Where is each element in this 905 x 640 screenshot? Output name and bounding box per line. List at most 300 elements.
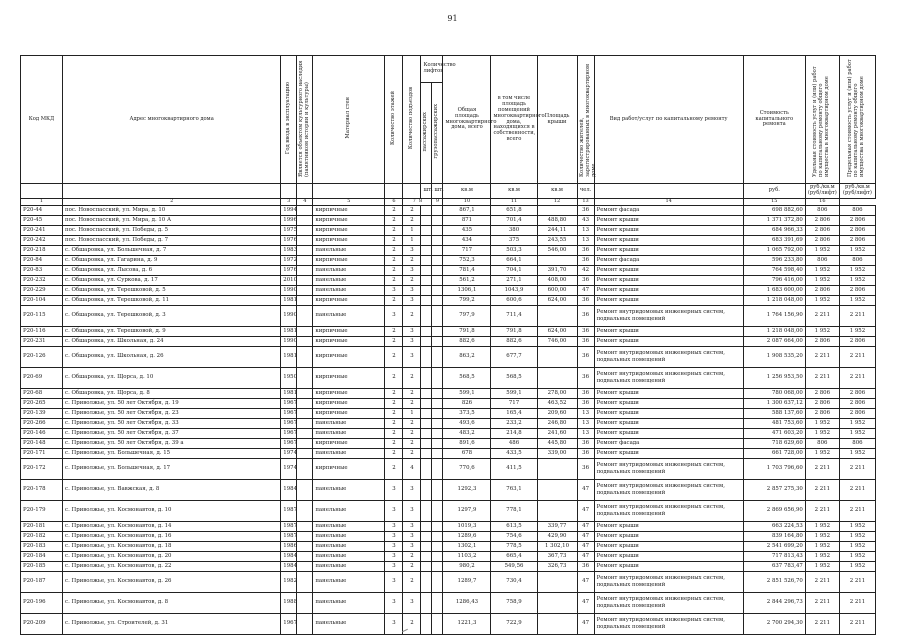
cell-code: P20-171 (21, 449, 63, 459)
header-lifts-cargo: грузопассажирских (432, 83, 443, 184)
cell-cost: 684 966,33 (743, 226, 805, 236)
cell-address: с. Приволжье, ул. 50 лет Октября, д. 39 а (63, 439, 281, 449)
cell-max: 1 952 (839, 266, 875, 276)
cell-res: 36 (577, 327, 594, 337)
cell-entr: 2 (403, 389, 421, 399)
cell-empty (421, 327, 432, 337)
cell-code: P20-231 (21, 337, 63, 347)
column-number: 3 (281, 199, 297, 206)
unit-cell (385, 184, 403, 199)
cell-code: P20-187 (21, 572, 63, 593)
cell-empty (421, 246, 432, 256)
cell-year: 1967 (281, 419, 297, 429)
cell-owned: 214,8 (491, 429, 537, 439)
cell-floors: 2 (385, 246, 403, 256)
cell-roof (537, 368, 577, 389)
cell-unit: 2 211 (805, 480, 839, 501)
cell-empty (432, 419, 443, 429)
cell-year: 1967 (281, 429, 297, 439)
cell-entr: 2 (403, 552, 421, 562)
cell-work: Ремонт крыши (594, 226, 743, 236)
cell-code: P20-185 (21, 562, 63, 572)
cell-roof: 246,80 (537, 419, 577, 429)
cell-wall: панельные (313, 614, 385, 635)
cell-year: 1984 (281, 552, 297, 562)
cell-total: 799,2 (443, 296, 491, 306)
cell-unit: 2 806 (805, 409, 839, 419)
cell-floors: 3 (385, 501, 403, 522)
table-row (21, 296, 876, 306)
cell-floors: 2 (385, 216, 403, 226)
cell-empty (421, 552, 432, 562)
cell-floors: 2 (385, 266, 403, 276)
cell-code: P20-229 (21, 286, 63, 296)
cell-address: с. Приволжье, ул. Космонавтов, д. 26 (63, 572, 281, 593)
cell-max: 1 952 (839, 532, 875, 542)
table-row (21, 399, 876, 409)
cell-floors: 2 (385, 368, 403, 389)
cell-res: 36 (577, 439, 594, 449)
cell-year: 1976 (281, 236, 297, 246)
cell-max: 2 806 (839, 399, 875, 409)
cell-work: Ремонт крыши (594, 562, 743, 572)
cell-max: 2 806 (839, 389, 875, 399)
cell-address: с. Приволжье, ул. Космонавтов, д. 10 (63, 501, 281, 522)
cell-empty (432, 337, 443, 347)
cell-total: 891,6 (443, 439, 491, 449)
cell-address: с. Обшаровка, ул. Терешковой, д. 5 (63, 286, 281, 296)
unit-cell (313, 184, 385, 199)
cell-unit: 2 806 (805, 389, 839, 399)
column-number: 1 (21, 199, 63, 206)
unit-lifts-cargo: шт. (432, 184, 443, 199)
cell-empty (432, 593, 443, 614)
header-owned-area: в том числе площадь помещений многоквартирного дома, находящихся в собственности, всего (491, 56, 537, 184)
cell-total: 1306,1 (443, 286, 491, 296)
cell-code: P20-84 (21, 256, 63, 266)
cell-roof: 1 302,10 (537, 542, 577, 552)
cell-empty (297, 368, 313, 389)
cell-address: пос. Новоспасский, ул. Победы, д. 5 (63, 226, 281, 236)
cell-address: с. Приволжье, ул. 50 лет Октября, д. 23 (63, 409, 281, 419)
column-number: 9 (432, 199, 443, 206)
cell-entr: 3 (403, 480, 421, 501)
cell-unit: 1 952 (805, 327, 839, 337)
page-number: 91 (447, 14, 458, 23)
cell-max: 1 952 (839, 276, 875, 286)
cell-wall: панельные (313, 276, 385, 286)
cell-work: Ремонт крыши (594, 246, 743, 256)
cell-roof (537, 614, 577, 635)
cell-roof (537, 306, 577, 327)
cell-res: 13 (577, 226, 594, 236)
cell-empty (421, 236, 432, 246)
header-wall: Материал стен (313, 56, 385, 184)
cell-floors: 3 (385, 562, 403, 572)
cell-entr: 3 (403, 501, 421, 522)
cell-unit: 2 806 (805, 216, 839, 226)
cell-total: 373,5 (443, 409, 491, 419)
cell-entr: 3 (403, 296, 421, 306)
cell-res: 36 (577, 459, 594, 480)
cell-floors: 3 (385, 572, 403, 593)
cell-address: с. Приволжье, ул. Космонавтов, д. 20 (63, 552, 281, 562)
column-number: 14 (594, 199, 743, 206)
cell-address: с. Обшаровка, ул. Терешковой, д. 9 (63, 327, 281, 337)
cell-address: с. Приволжье, ул. Вавжская, д. 8 (63, 480, 281, 501)
cell-code: P20-241 (21, 226, 63, 236)
cell-work: Ремонт крыши (594, 266, 743, 276)
cell-empty (432, 532, 443, 542)
cell-work: Ремонт внутридомовых инженерных систем, подвальных помещений (594, 593, 743, 614)
cell-code: P20-83 (21, 266, 63, 276)
cell-res: 36 (577, 296, 594, 306)
cell-unit: 2 211 (805, 459, 839, 480)
cell-empty (297, 562, 313, 572)
cell-owned: 704,1 (491, 266, 537, 276)
cell-total: 483,2 (443, 429, 491, 439)
cell-owned: 730,4 (491, 572, 537, 593)
cell-floors: 3 (385, 542, 403, 552)
cell-code: P20-182 (21, 532, 63, 542)
cell-total: 791,8 (443, 327, 491, 337)
cell-floors: 2 (385, 409, 403, 419)
cell-owned: 486 (491, 439, 537, 449)
cell-floors: 3 (385, 532, 403, 542)
cell-total: 1286,43 (443, 593, 491, 614)
cell-owned: 271,1 (491, 276, 537, 286)
cell-entr: 2 (403, 216, 421, 226)
cell-total: 561,2 (443, 276, 491, 286)
cell-unit: 1 952 (805, 276, 839, 286)
cell-wall: кирпичные (313, 216, 385, 226)
cell-total: 435 (443, 226, 491, 236)
table-row (21, 226, 876, 236)
cell-owned: 722,9 (491, 614, 537, 635)
cell-roof (537, 593, 577, 614)
cell-code: P20-232 (21, 276, 63, 286)
cell-floors: 2 (385, 296, 403, 306)
table-row (21, 614, 876, 635)
column-number: 15 (743, 199, 805, 206)
cell-wall: панельные (313, 562, 385, 572)
cell-empty (297, 256, 313, 266)
cell-roof: 488,80 (537, 216, 577, 226)
table-row (21, 593, 876, 614)
cell-max: 1 952 (839, 296, 875, 306)
cell-empty (297, 593, 313, 614)
cell-max: 1 952 (839, 419, 875, 429)
cell-year: 1984 (281, 480, 297, 501)
cell-code: P20-179 (21, 501, 63, 522)
cell-entr: 2 (403, 399, 421, 409)
cell-entr: 2 (403, 256, 421, 266)
cell-empty (432, 439, 443, 449)
cell-work: Ремонт крыши (594, 409, 743, 419)
table-row (21, 286, 876, 296)
cell-owned: 758,9 (491, 593, 537, 614)
cell-empty (421, 389, 432, 399)
cell-empty (432, 306, 443, 327)
cell-res: 47 (577, 522, 594, 532)
cell-empty (432, 286, 443, 296)
cell-work: Ремонт крыши (594, 389, 743, 399)
cell-work: Ремонт внутридомовых инженерных систем, подвальных помещений (594, 459, 743, 480)
cell-unit: 1 952 (805, 246, 839, 256)
cell-res: 13 (577, 409, 594, 419)
cell-empty (297, 296, 313, 306)
cell-total: 752,3 (443, 256, 491, 266)
header-residents: Количество жителей, зарегистрированных в многоквартирном доме (577, 56, 594, 184)
column-number: 12 (537, 199, 577, 206)
cell-wall: кирпичные (313, 459, 385, 480)
cell-max: 2 211 (839, 459, 875, 480)
cell-cost: 2 851 526,70 (743, 572, 805, 593)
cell-total: 1297,9 (443, 501, 491, 522)
cell-res: 13 (577, 429, 594, 439)
cell-cost: 471 603,20 (743, 429, 805, 439)
cell-work: Ремонт крыши (594, 522, 743, 532)
cell-floors: 3 (385, 614, 403, 635)
cell-empty (421, 256, 432, 266)
cell-entr: 2 (403, 562, 421, 572)
cell-code: P20-44 (21, 206, 63, 216)
cell-res: 42 (577, 266, 594, 276)
table-row (21, 501, 876, 522)
cell-code: P20-69 (21, 368, 63, 389)
cell-empty (297, 226, 313, 236)
cell-code: P20-116 (21, 327, 63, 337)
cell-wall: панельные (313, 532, 385, 542)
cell-roof (537, 572, 577, 593)
cell-wall: кирпичные (313, 296, 385, 306)
cell-res: 36 (577, 276, 594, 286)
cell-empty (297, 399, 313, 409)
cell-cost: 1 908 535,20 (743, 347, 805, 368)
cell-cost: 717 813,43 (743, 552, 805, 562)
cell-max: 1 952 (839, 542, 875, 552)
cell-wall: кирпичные (313, 256, 385, 266)
cell-owned: 375 (491, 236, 537, 246)
cell-empty (432, 522, 443, 532)
cell-empty (297, 459, 313, 480)
cell-total: 1289,7 (443, 572, 491, 593)
cell-empty (297, 480, 313, 501)
cell-empty (421, 216, 432, 226)
cell-wall: панельные (313, 480, 385, 501)
unit-cell (63, 184, 281, 199)
cell-total: 867,1 (443, 206, 491, 216)
cell-res: 36 (577, 368, 594, 389)
cell-empty (297, 236, 313, 246)
cell-empty (432, 552, 443, 562)
cell-wall: панельные (313, 429, 385, 439)
cell-entr: 2 (403, 429, 421, 439)
table-row (21, 459, 876, 480)
cell-year: 1983 (281, 246, 297, 256)
cell-wall: панельные (313, 501, 385, 522)
cell-max: 2 806 (839, 286, 875, 296)
cell-owned: 701,4 (491, 216, 537, 226)
cell-unit: 1 952 (805, 419, 839, 429)
cell-address: с. Обшаровка, ул. Терешковой, д. 11 (63, 296, 281, 306)
cell-address: с. Приволжье, ул. Космонавтов, д. 18 (63, 542, 281, 552)
cell-code: P20-209 (21, 614, 63, 635)
cell-cost: 1 218 048,00 (743, 296, 805, 306)
cell-empty (297, 216, 313, 226)
cell-empty (297, 337, 313, 347)
cell-year: 1974 (281, 449, 297, 459)
cell-roof (537, 459, 577, 480)
cell-unit: 1 952 (805, 449, 839, 459)
cell-total: 599,1 (443, 389, 491, 399)
unit-roof-area: кв.м (537, 184, 577, 199)
cell-code: P20-172 (21, 459, 63, 480)
cell-address: с. Обшаровка, ул. Школьная, д. 26 (63, 347, 281, 368)
table-row (21, 542, 876, 552)
cell-year: 1967 (281, 409, 297, 419)
cell-cost: 1 218 048,00 (743, 327, 805, 337)
cell-empty (297, 306, 313, 327)
cell-owned: 778,5 (491, 542, 537, 552)
cell-floors: 2 (385, 327, 403, 337)
cell-wall: кирпичные (313, 409, 385, 419)
cell-owned: 165,4 (491, 409, 537, 419)
cell-empty (421, 286, 432, 296)
cell-cost: 1 065 792,00 (743, 246, 805, 256)
cell-floors: 2 (385, 449, 403, 459)
cell-code: P20-148 (21, 439, 63, 449)
cell-cost: 1 703 796,60 (743, 459, 805, 480)
cell-work: Ремонт внутридомовых инженерных систем, подвальных помещений (594, 306, 743, 327)
unit-lifts-passenger: шт. (421, 184, 432, 199)
cell-empty (297, 389, 313, 399)
cell-max: 1 952 (839, 429, 875, 439)
cell-work: Ремонт крыши (594, 449, 743, 459)
cell-wall: кирпичные (313, 236, 385, 246)
cell-empty (432, 572, 443, 593)
unit-max-cost: руб./кв.м (руб/лифт) (839, 184, 875, 199)
cell-max: 2 806 (839, 236, 875, 246)
cell-cost: 1 256 953,50 (743, 368, 805, 389)
table-row (21, 439, 876, 449)
cell-unit: 2 211 (805, 593, 839, 614)
cell-address: с. Приволжье, ул. Большечная, д. 17 (63, 459, 281, 480)
column-number: 2 (63, 199, 281, 206)
cell-roof (537, 206, 577, 216)
cell-floors: 2 (385, 226, 403, 236)
cell-cost: 2 087 664,00 (743, 337, 805, 347)
cell-wall: панельные (313, 542, 385, 552)
column-number: 10 (443, 199, 491, 206)
cell-owned: 433,5 (491, 449, 537, 459)
cell-wall: панельные (313, 593, 385, 614)
cell-max: 1 952 (839, 562, 875, 572)
cell-empty (421, 501, 432, 522)
cell-empty (432, 296, 443, 306)
header-floors: Количество этажей (385, 56, 403, 184)
cell-wall: панельные (313, 266, 385, 276)
cell-address: с. Приволжье, ул. 50 лет Октября, д. 19 (63, 399, 281, 409)
cell-year: 1987 (281, 501, 297, 522)
cell-year: 1974 (281, 459, 297, 480)
cell-roof: 546,00 (537, 246, 577, 256)
cell-cost: 637 783,47 (743, 562, 805, 572)
cell-wall: кирпичные (313, 399, 385, 409)
table-row (21, 522, 876, 532)
cell-empty (432, 276, 443, 286)
cell-owned: 411,5 (491, 459, 537, 480)
cell-work: Ремонт крыши (594, 542, 743, 552)
cell-year: 1994 (281, 206, 297, 216)
cell-unit: 2 211 (805, 347, 839, 368)
cell-floors: 2 (385, 419, 403, 429)
cell-empty (421, 276, 432, 286)
cell-roof: 408,00 (537, 276, 577, 286)
cell-year: 1987 (281, 532, 297, 542)
cell-unit: 2 211 (805, 614, 839, 635)
cell-address: с. Приволжье, ул. Космонавтов, д. 14 (63, 522, 281, 532)
cell-year: 1972 (281, 256, 297, 266)
cell-total: 980,2 (443, 562, 491, 572)
cell-empty (432, 399, 443, 409)
table-row (21, 216, 876, 226)
cell-work: Ремонт крыши (594, 419, 743, 429)
cell-roof: 600,00 (537, 286, 577, 296)
cell-empty (297, 449, 313, 459)
cell-owned: 717 (491, 399, 537, 409)
cell-code: P20-218 (21, 246, 63, 256)
cell-work: Ремонт внутридомовых инженерных систем, подвальных помещений (594, 368, 743, 389)
cell-empty (421, 532, 432, 542)
cell-cost: 481 753,60 (743, 419, 805, 429)
cell-year: 1990 (281, 286, 297, 296)
cell-floors: 2 (385, 236, 403, 246)
table-row (21, 206, 876, 216)
cell-cost: 780 068,00 (743, 389, 805, 399)
cell-year: 1967 (281, 439, 297, 449)
cell-unit: 1 952 (805, 532, 839, 542)
cell-empty (432, 614, 443, 635)
table-row (21, 419, 876, 429)
cell-owned: 599,1 (491, 389, 537, 399)
cell-year: 1981 (281, 296, 297, 306)
cell-wall: кирпичные (313, 226, 385, 236)
cell-empty (432, 501, 443, 522)
cell-cost: 663 224,53 (743, 522, 805, 532)
cell-owned: 568,5 (491, 368, 537, 389)
cell-total: 493,6 (443, 419, 491, 429)
table-row (21, 562, 876, 572)
unit-total-area: кв.м (443, 184, 491, 199)
cell-owned: 613,5 (491, 522, 537, 532)
cell-max: 2 211 (839, 347, 875, 368)
cell-empty (421, 266, 432, 276)
cell-max: 2 211 (839, 593, 875, 614)
cell-cost: 2 541 699,20 (743, 542, 805, 552)
cell-empty (297, 206, 313, 216)
cell-unit: 2 211 (805, 306, 839, 327)
cell-address: с. Обшаровка, ул. Школьная, д. 24 (63, 337, 281, 347)
header-work: Вид работ/услуг по капитальному ремонту (594, 56, 743, 184)
cell-code: P20-265 (21, 399, 63, 409)
cell-year: 1982 (281, 572, 297, 593)
cell-empty (421, 399, 432, 409)
cell-year: 2010 (281, 276, 297, 286)
cell-total: 882,6 (443, 337, 491, 347)
header-max-cost: Предельная стоимость услуг и (или) работ по капитальному ремонту общего имущества в многоквартирном доме (839, 56, 875, 184)
cell-floors: 3 (385, 593, 403, 614)
